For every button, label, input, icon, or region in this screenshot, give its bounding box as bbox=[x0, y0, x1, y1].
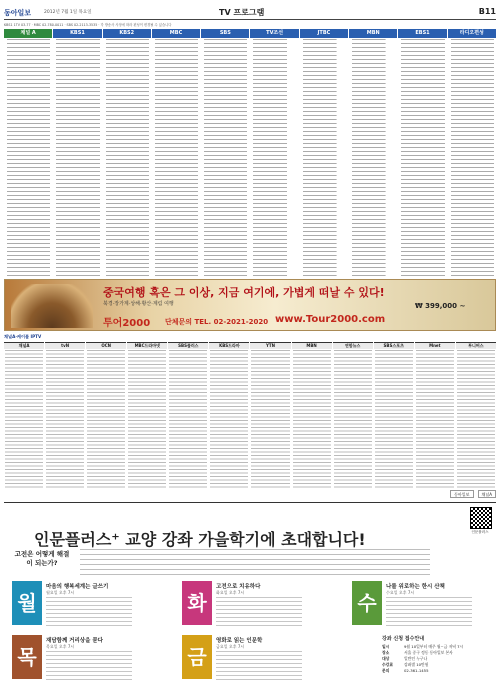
issue-date: 2012년 7월 1일 목요일 bbox=[44, 10, 92, 15]
course-thursday[interactable] bbox=[12, 635, 132, 690]
ad-subline: 북경·장가계·상해·황산·계림 여행 bbox=[103, 301, 174, 307]
info-key: 일시 bbox=[382, 644, 390, 649]
cable-channel-header: SBS플러스 bbox=[168, 343, 208, 349]
intro-text bbox=[80, 549, 430, 575]
info-value: 일반인 누구나 bbox=[404, 656, 428, 661]
cable-column bbox=[4, 342, 44, 489]
cable-header bbox=[4, 334, 496, 341]
course-time: 목요일 오후 7시 bbox=[46, 644, 75, 649]
info-value: 강좌별 10만원 bbox=[404, 662, 429, 667]
channel-phone-line: KBS1 1TV 03-77 · MBC 02-780-0011 · SBS 02-2113-3535 · 각 방송사 사정에 따라 편성이 변경될 수 있습니다 bbox=[4, 23, 172, 27]
channel-header: TV조선 bbox=[250, 29, 298, 38]
page-number: B11 bbox=[478, 7, 496, 16]
tv-schedule-grid bbox=[4, 29, 496, 277]
course-monday[interactable] bbox=[12, 581, 132, 636]
cable-channel-header: MBN bbox=[292, 343, 332, 349]
cable-column bbox=[415, 342, 455, 489]
schedule-text bbox=[300, 39, 348, 277]
day-badge: 화 bbox=[182, 581, 212, 625]
info-heading: 강좌 신청 접수안내 bbox=[382, 636, 425, 642]
section-title: TV 프로그램 bbox=[219, 8, 265, 17]
course-time: 화요일 오후 7시 bbox=[216, 590, 245, 595]
schedule-text bbox=[169, 350, 207, 489]
ad-main-title: 인문플러스⁺ 교양 강좌 가을학기에 초대합니다! bbox=[34, 530, 366, 549]
channel-column bbox=[103, 29, 151, 277]
travel-advertisement[interactable] bbox=[4, 279, 496, 331]
side-question: 고전은 어떻게 해결이 되는가? bbox=[14, 550, 70, 567]
cable-column bbox=[456, 342, 496, 489]
ad-phone: 단체문의 TEL. 02-2021-2020 bbox=[165, 318, 269, 326]
cable-channel-header: 연합뉴스 bbox=[333, 343, 373, 349]
ad-url[interactable]: www.Tour2000.com bbox=[275, 314, 386, 325]
ad-price: ₩ 399,000 ~ bbox=[415, 302, 466, 310]
schedule-text bbox=[398, 39, 446, 277]
course-title: 마음의 행복세계는 글쓰기 bbox=[46, 584, 109, 590]
cable-channel-header: OCN bbox=[86, 343, 126, 349]
cable-channel-header: SBS스포츠 bbox=[374, 343, 414, 349]
cable-column bbox=[168, 342, 208, 489]
course-description bbox=[46, 597, 132, 629]
info-value: 서울 중구 정동 동아일보 본사 bbox=[404, 650, 453, 655]
info-row bbox=[382, 668, 492, 674]
info-value: 9월 10일부터 매주 월~금 저녁 7시 bbox=[404, 644, 464, 649]
channel-column bbox=[349, 29, 397, 277]
course-time: 수요일 오후 7시 bbox=[386, 590, 415, 595]
cable-column bbox=[333, 342, 373, 489]
day-badge: 목 bbox=[12, 635, 42, 679]
cable-channel-header: MBC드라마넷 bbox=[127, 343, 167, 349]
channel-header: MBC bbox=[152, 29, 200, 38]
temple-photo bbox=[11, 284, 93, 328]
cable-channel-header: 투니버스 bbox=[456, 343, 496, 349]
cable-column bbox=[209, 342, 249, 489]
schedule-text bbox=[152, 39, 200, 277]
schedule-text bbox=[416, 350, 454, 489]
schedule-text bbox=[210, 350, 248, 489]
channel-header: KBS2 bbox=[103, 29, 151, 38]
course-description bbox=[216, 597, 302, 629]
qr-label: 인문플러스 bbox=[471, 530, 489, 534]
newspaper-logo: 동아일보 bbox=[4, 9, 32, 17]
day-badge: 금 bbox=[182, 635, 212, 679]
info-key: 문의 bbox=[382, 668, 390, 673]
registration-info bbox=[382, 635, 492, 674]
channel-column bbox=[4, 29, 52, 277]
course-description bbox=[46, 651, 132, 683]
info-key: 대상 bbox=[382, 656, 390, 661]
brand-logo: 동아일보 bbox=[450, 490, 473, 498]
day-badge: 월 bbox=[12, 581, 42, 625]
schedule-text bbox=[334, 350, 372, 489]
course-tuesday[interactable] bbox=[182, 581, 302, 636]
schedule-text bbox=[87, 350, 125, 489]
schedule-text bbox=[375, 350, 413, 489]
schedule-text bbox=[457, 350, 495, 489]
cable-channel-header: tvN bbox=[45, 343, 85, 349]
channel-header: MBN bbox=[349, 29, 397, 38]
channel-header: JTBC bbox=[300, 29, 348, 38]
schedule-text bbox=[448, 39, 496, 277]
cable-schedule-grid bbox=[4, 342, 496, 489]
channel-column bbox=[398, 29, 446, 277]
schedule-text bbox=[53, 39, 101, 277]
day-badge: 수 bbox=[352, 581, 382, 625]
schedule-text bbox=[201, 39, 249, 277]
course-title: 나를 위로하는 한시 산책 bbox=[386, 584, 445, 590]
page-header bbox=[4, 6, 496, 20]
schedule-text bbox=[293, 350, 331, 489]
schedule-text bbox=[250, 39, 298, 277]
schedule-text bbox=[5, 350, 43, 489]
cable-column bbox=[86, 342, 126, 489]
channel-column bbox=[250, 29, 298, 277]
schedule-text bbox=[349, 39, 397, 277]
info-value: 02-361-1455 bbox=[404, 668, 429, 673]
cable-channel-header: YTN bbox=[250, 343, 290, 349]
cable-column bbox=[45, 342, 85, 489]
channel-column bbox=[448, 29, 496, 277]
cable-column bbox=[374, 342, 414, 489]
course-time: 월요일 오후 7시 bbox=[46, 590, 75, 595]
cable-column bbox=[127, 342, 167, 489]
ad-brand: 투어2000 bbox=[103, 318, 151, 329]
lecture-advertisement bbox=[4, 502, 496, 688]
channel-header: EBS1 bbox=[398, 29, 446, 38]
channel-header: SBS bbox=[201, 29, 249, 38]
channel-column bbox=[152, 29, 200, 277]
cable-column bbox=[292, 342, 332, 489]
course-title: 고전으로 치유하다 bbox=[216, 584, 261, 590]
course-friday[interactable] bbox=[182, 635, 302, 690]
course-title: 영화로 읽는 인문학 bbox=[216, 638, 263, 644]
channel-header: KBS1 bbox=[53, 29, 101, 38]
channel-column bbox=[53, 29, 101, 277]
qr-code-icon[interactable] bbox=[470, 507, 492, 529]
channel-header: 채널 A bbox=[4, 29, 52, 38]
schedule-text bbox=[251, 350, 289, 489]
schedule-text bbox=[103, 39, 151, 277]
channel-header: 라디오편성 bbox=[448, 29, 496, 38]
course-time: 금요일 오후 7시 bbox=[216, 644, 245, 649]
info-key: 장소 bbox=[382, 650, 390, 655]
schedule-text bbox=[46, 350, 84, 489]
brand-logo: 채널A bbox=[478, 490, 496, 498]
info-key: 수강료 bbox=[382, 662, 394, 667]
channel-column bbox=[300, 29, 348, 277]
cable-title: 채널A·케이블 IPTV bbox=[4, 334, 42, 339]
ad-headline: 중국여행 혹은 그 이상, 지금 여기에, 가볍게 떠날 수 있다! bbox=[103, 286, 385, 299]
course-description bbox=[216, 651, 302, 683]
cable-channel-header: Mnet bbox=[415, 343, 455, 349]
schedule-text bbox=[4, 39, 52, 277]
schedule-text bbox=[128, 350, 166, 489]
cable-column bbox=[250, 342, 290, 489]
course-title: 재담함께 거리상을 묻다 bbox=[46, 638, 103, 644]
channel-column bbox=[201, 29, 249, 277]
cable-channel-header: 채널A bbox=[4, 343, 44, 349]
brand-logos bbox=[290, 490, 496, 498]
course-wednesday[interactable] bbox=[352, 581, 472, 636]
course-description bbox=[386, 597, 472, 629]
cable-channel-header: KBS드라마 bbox=[209, 343, 249, 349]
